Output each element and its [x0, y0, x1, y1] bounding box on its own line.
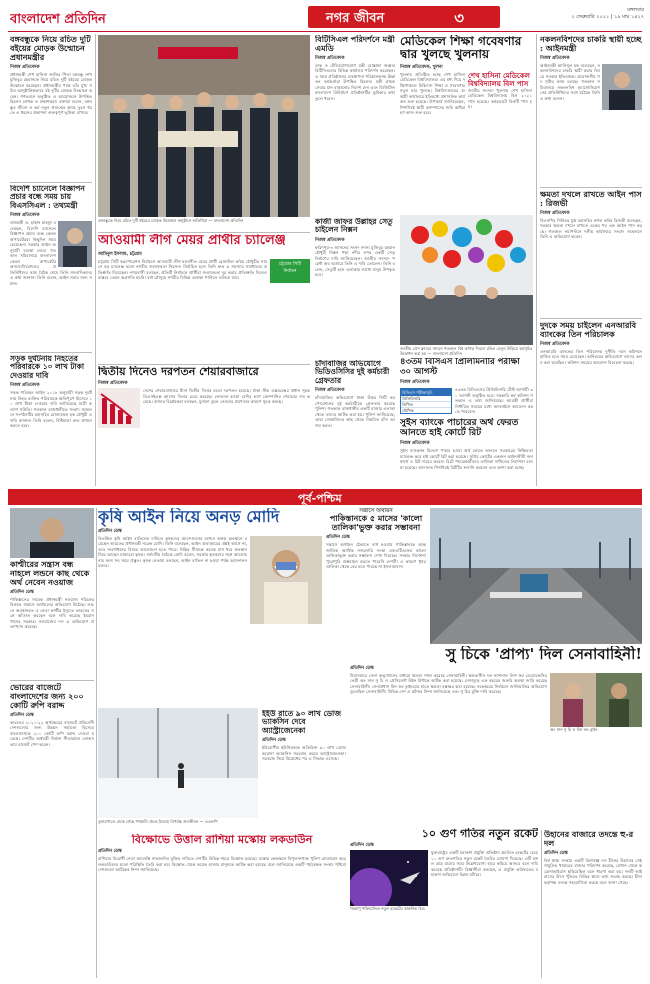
section-banner [308, 6, 500, 28]
issue-day: মঙ্গলবার [627, 7, 644, 13]
article-swiss-bank[interactable] [400, 418, 533, 484]
divider [98, 364, 310, 365]
photo-caption: জাতীয় প্রেস ক্লাবের সামনে গতকাল বিশ্ব কাপড় দিবসে রঙিন বেলুন উড়িয়ে কর্মসূচির উদ্বোধন করা হয় — বাংলাদেশ প্রতিদিন [400, 346, 533, 356]
byline: প্রতিদিন ডেস্ক [10, 589, 34, 595]
byline: নিজস্ব প্রতিবেদক [540, 210, 570, 216]
headline: ভোরের বাজেটে বাংলাদেশের জন্য ২০০ কোটি রুপি বরাদ্দ [10, 683, 84, 710]
minister-portrait [58, 221, 92, 267]
barricade-photo[interactable] [430, 508, 642, 644]
headline: আওয়ামী লীগ মেয়র প্রার্থীর চ্যালেঞ্জ [98, 234, 286, 248]
modi-photo [250, 536, 322, 624]
divider [98, 232, 310, 233]
byline: প্রতিদিন ডেস্ক [262, 738, 286, 744]
article-copyists[interactable] [540, 35, 642, 185]
election-badge: চট্টগ্রাম সিটি নির্বাচন [270, 259, 310, 283]
byline: নিজস্ব প্রতিবেদক [10, 383, 40, 389]
article-wuhan[interactable] [544, 830, 642, 978]
article-body: ডাক ও টেলিযোগাযোগ মন্ত্রী মোস্তাফা জব্বার বিটিসিএলের বিভিন্ন কার্যালয় পরিদর্শন করেছেন। এ সময় প্রতিষ্ঠানের ব্যবস্থাপনা পরিচালকসহ ঊর্ধ্বতন কর্মকর্তারা উপস্থিত ছিলেন। মন্ত্রী গ্রাহক সেবার মান বাড়ানোর নির্দেশ দেন এবং ডিজিটাল বাংলাদেশ বিনির্মাণে প্রতিষ্ঠানটির ভূমিকার কথা তুলে ধরেন। [315, 62, 395, 101]
article-foreign-channel[interactable] [10, 185, 92, 350]
byline: নিজস্ব প্রতিবেদক [315, 388, 345, 394]
article-body: আইনমন্ত্রী আনিসুল হক বলেছেন, নকলনবিশদের চাকরি স্থায়ী করার বিষয়ে সরকার ইতিবাচক। প্রয়োজনীয় পদ সৃষ্টির কাজ চলছে। গতকাল সচিবালয়ে নকলনবিশ অ্যাসোসিয়েশনের প্রতিনিধিদের সঙ্গে বৈঠকে তিনি এ কথা বলেন। [540, 62, 600, 101]
article-body: দেশের শেয়ারবাজারে টানা দ্বিতীয় দিনের মতো দরপতন হয়েছে। ঢাকা স্টক এক্সচেঞ্জের প্রধান সূচক ডিএসইএক্স আগের দিনের চেয়ে কমেছে। লেনদেন হওয়া বেশির ভাগ কোম্পানির শেয়ারের দাম কমেছে। বাজার বিশ্লেষকরা বলছেন, মুনাফা তুলে নেওয়ার প্রবণতার কারণে সূচক কমছে। [143, 388, 310, 405]
byline: প্রতিদিন ডেস্ক [98, 528, 122, 534]
article-body: তথ্যমন্ত্রী ড. হাছান মাহমুদ বলেছেন, বিদেশি চ্যানেলে বিজ্ঞাপন প্রচার বন্ধে কেবল অপারেটররা কিছুদিন সময় চেয়েছেন। সরকার আইন অনুযায়ী ব্যবস্থা নেবে। গতকাল সচিবালয়ে বাংলাদেশ কেবল অপারেটর অ্যাসোসিয়েশনের প্রতিনিধিদের সঙ্গে বৈঠক শেষে তিনি সাংবাদিকদের এ কথা জানান। তিনি বলেন, আইন সবার জন্য সমান। [10, 220, 92, 286]
page-number: ৩ [454, 9, 464, 27]
article-russia[interactable] [98, 834, 346, 978]
article-vaccine[interactable] [262, 710, 346, 845]
article-body: খুলনায় প্রতিষ্ঠিত হচ্ছে শেখ হাসিনা মেডিকেল বিশ্ববিদ্যালয়। এর মধ্য দিয়ে দক্ষিণাঞ্চলে চিকিৎসা শিক্ষা ও গবেষণার নতুন দ্বার খুলছে। বিশ্ববিদ্যালয়ের অস্থায়ী কার্যালয়ে ইতিমধ্যে প্রশাসনিক কার্যক্রম শুরু হয়েছে। উপাচার্য জানিয়েছেন, শিগগিরই স্থায়ী ক্যাম্পাসের জমি অধিগ্রহণ কাজ শুরু হবে। [400, 71, 465, 116]
masthead-logo[interactable]: বাংলাদেশ প্রতিদিন [10, 12, 106, 26]
byline: নিজস্ব প্রতিবেদক, খুলনা [400, 64, 443, 70]
article-body: চট্টগ্রাম সিটি করপোরেশন নির্বাচনে আওয়ামী লীগ মনোনীত মেয়র প্রার্থী রেজাউল করিম চৌধুরীর সামনে বড় চ্যালেঞ্জ হলো নগরীর জলাবদ্ধতা নিরসন। নির্বাচিত হলে তিনি দ্রুত এ সমস্যার সমাধানের প্রতিশ্রুতি দিয়েছেন। নগরবাসী বলছেন, প্রতিটি নির্বাচনে প্রার্থীরা জলাবদ্ধতা দূর করার প্রতিশ্রুতি দিলেও বাস্তবে তেমন অগ্রগতি হয়নি। বর্ষা মৌসুমে নগরীর বিভিন্ন এলাকা পানিতে তলিয়ে যায়। [98, 258, 267, 281]
headline: কাশ্মীরের সন্ত্রাস বন্ধ নাহলে লন্ডনে কাছ থেকে অর্থ নেবেন নওয়াজ [10, 559, 90, 587]
article-body: বিএনপির সিনিয়র যুগ্ম মহাসচিব রুহুল কবির রিজভী বলেছেন, সরকার ক্ষমতা দখলে রাখতে একের পর এক আইন পাস করছে। গতকাল নয়াপল্টনে দলীয় কার্যালয়ে সংবাদ সম্মেলনে তিনি এ অভিযোগ করেন। [540, 217, 642, 240]
photo-caption: তুষারপাতে ঢেকে গেছে পথঘাট। প্রচণ্ড ঠান্ডায় বিপর্যস্ত জনজীবন — এএফপি [98, 819, 218, 824]
photo-caption: পরমাণু শক্তিচালিত নতুন রকেটের কাল্পনিক চিত্র [350, 906, 425, 912]
divider [10, 352, 92, 353]
section-band [8, 489, 642, 505]
headline: ১০ গুণ গতির নতুন রকেট [421, 828, 538, 840]
byline: নিজস্ব প্রতিবেদক [540, 341, 570, 347]
byline: নিজস্ব প্রতিবেদক [315, 237, 345, 243]
byline: প্রতিদিন ডেস্ক [350, 843, 374, 849]
headline: সু চিকে 'প্রাপ্য' দিল সেনাবাহিনী! [445, 646, 642, 663]
kicker: সন্ত্রাসে অর্থায়ন [359, 508, 393, 514]
column-divider [96, 508, 97, 978]
article-extortion[interactable] [315, 360, 395, 486]
divider [10, 182, 92, 183]
byline: নিজস্ব প্রতিবেদক [10, 64, 40, 70]
article-body: ইউরোপীয় ইউনিয়নকে অতিরিক্ত ৯০ লাখ ডোজ করোনা ভ্যাকসিন সরবরাহ করবে অ্যাস্ট্রাজেনেকা। সরবরাহ নিয়ে বিরোধের পর এ সিদ্ধান্ত এসেছে। [262, 745, 346, 762]
article-road-accident[interactable] [10, 355, 92, 485]
byline: প্রতিদিন ডেস্ক [98, 849, 122, 855]
rocket-photo [350, 850, 428, 906]
article-rizvi[interactable] [540, 190, 642, 315]
article-body: ভারতের ২০২১-২২ অর্থবছরের বাজেটে প্রতিবেশী দেশগুলোর জন্য উন্নয়ন সহায়তা হিসেবে বাংলাদেশকে ২০০ কোটি রুপি বরাদ্দ দেওয়া হয়েছে। দেশটির অর্থমন্ত্রী নির্মলা সীতারামন লোকসভায় বাজেট পেশ করেন। [10, 719, 94, 747]
headline: চাঁদাবাজির অভিযোগে ভিডিওসিসির দুই কর্মচারী গ্রেফতার [315, 360, 390, 385]
article-mayor[interactable] [98, 234, 310, 362]
suu-kyi-photo [550, 673, 642, 727]
article-body: সন্ত্রাসে অর্থায়ন ঠেকাতে ব্যর্থ হওয়ায় পাকিস্তানকে আন্তর্জাতিক আর্থিক নজরদারি সংস্থা এফএটিএফের কালো তালিকাভুক্ত করার সম্ভাবনা দেখা দিয়েছে। সংস্থার নির্দেশনা পুরোপুরি বাস্তবায়ন করতে পারেনি দেশটি। এ কারণে ধূসর তালিকা থেকে বের হতে পারছে না ইসলামাবাদ। [326, 542, 426, 570]
article-nrb-bank[interactable] [540, 321, 642, 485]
byline: নিজস্ব প্রতিবেদক [98, 381, 128, 387]
issue-date: ২ ফেব্রুয়ারি ২০২১ | ১৯ মাঘ ১৪২৭ [571, 14, 644, 20]
article-body: এনআরবি ব্যাংকের তিন পরিচালক দুর্নীতি দমন কমিশনে হাজির হতে সময় চেয়েছেন। অনিয়মের অভিযোগে তাদের তলব করা হয়েছিল। কমিশন সময়ের আবেদন বিবেচনা করছে। [540, 348, 642, 365]
market-decline-graphic [98, 388, 140, 428]
headline: মেডিকেল শিক্ষা গবেষণার দ্বার খুলছে খুলনায় [400, 35, 522, 62]
article-stock-market[interactable] [98, 366, 310, 486]
article-body: ৪৩তম বিসিএসের প্রিলিমিনারি টেস্ট আগামী ৩০ আগস্ট অনুষ্ঠিত হবে। সরকারি কর্ম কমিশন গতকাল এ তথ্য জানিয়েছে। আগ্রহী প্রার্থীরা নির্ধারিত সময়ের মধ্যে অনলাইনে আবেদন করতে পারবেন। [455, 387, 533, 415]
article-body: পাকিস্তানের সাবেক প্রধানমন্ত্রী নওয়াজ শরিফের বিরুদ্ধে সন্ত্রাসে অর্থায়নের অভিযোগ উঠেছে। লন্ডনে অবস্থানরত এ নেতা কাশ্মীর ইস্যুতে ভারতের সঙ্গে আঁতাত করছেন বলে দাবি করেছে ইমরান খানের সরকার। নওয়াজের দল এ অভিযোগ প্রত্যাখ্যান করেছে। [10, 596, 94, 630]
byline: প্রতিদিন ডেস্ক [326, 535, 350, 541]
headline: দুদকে সময় চাইলেন এনআরবি ব্যাংকের তিন পরিচালক [540, 321, 637, 339]
band-title: পূর্ব-পশ্চিম [298, 492, 342, 505]
article-pakistan[interactable] [326, 508, 426, 668]
divider [10, 680, 94, 681]
headline: ইইউ রাতে ৯০ লাখ ডোজ ভ্যাকসিন দেবে অ্যাস্ট্রাজেনেকা [262, 710, 341, 735]
article-body: চাঁদাবাজির অভিযোগে ঢাকা উত্তর সিটি করপোরেশনের দুই কর্মচারীকে গ্রেফতার করেছে পুলিশ। গতকাল রাজধানীর একটি বাজার এলাকা থেকে তাদের আটক করা হয়। পুলিশ জানিয়েছে, তারা দোকানিদের কাছ থেকে নিয়মিত চাঁদা আদায় করত। [315, 395, 395, 428]
article-body: প্রধানমন্ত্রী শেখ হাসিনা জাতির পিতা বঙ্গবন্ধু শেখ মুজিবুর রহমানকে নিয়ে রচিত দুটি বইয়ের মোড়ক উন্মোচন করেছেন। প্রধানমন্ত্রীর পক্ষে তাঁর মুখ্য সচিব আনুষ্ঠানিকভাবে বই দুটির মোড়ক উন্মোচন করেন। গণভবনে অনুষ্ঠিত এ আয়োজনে উপস্থিত ছিলেন লেখক ও প্রকাশকরা। বক্তারা বলেন, বঙ্গবন্ধুর জীবন ও কর্ম নতুন প্রজন্মের কাছে তুলে ধরতে এ ধরনের প্রকাশনা গুরুত্বপূর্ণ ভূমিকা রাখবে। [10, 71, 92, 116]
snowfall-photo[interactable] [98, 708, 258, 818]
headline: সুইস ব্যাংকে পাচারের অর্থ ফেরত আনতে হাই কোর্টে রিট [400, 418, 519, 439]
law-minister-portrait [602, 64, 642, 110]
article-body: সড়ক পরিবহন আইন ২০১৮ অনুযায়ী সড়ক দুর্ঘটনায় নিহত ব্যক্তির পরিবারকে ক্ষতিপূরণ হিসেবে ১০ লাখ টাকা দেওয়ার দাবি জানিয়েছে যাত্রী কল্যাণ সমিতি। গতকাল রাজধানীতে সংবাদ সম্মেলনে সংগঠনটির মহাসচিব মোজাম্মেল হক চৌধুরী এ দাবি জানান। তিনি বলেন, বিধিমালা দ্রুত প্রণয়ন করতে হবে। [10, 390, 92, 429]
headline: সড়ক দুর্ঘটনায় নিহতের পরিবারকে ১০ লাখ টাকা দেওয়ার দাবি [10, 355, 85, 380]
byline: প্রতিদিন ডেস্ক [350, 665, 374, 671]
balloon-photo[interactable] [400, 215, 533, 345]
byline: নিজস্ব প্রতিবেদক [315, 55, 345, 61]
article-body: বিতর্কিত কৃষি আইন বাতিলের দাবিতে কৃষকদের আন্দোলনের মধ্যেও অনড় অবস্থানে রয়েছেন ভারতের প্রধানমন্ত্রী নরেন্দ্র মোদি। তিনি বলেছেন, আইন প্রত্যাহারের প্রশ্নই আসে না, তবে সংশোধনের বিষয়ে আলোচনা হতে পারে। দিল্লির সীমান্তে কয়েক মাস ধরে অবস্থান নিয়ে আছেন হাজারো কৃষক। সর্বদলীয় বৈঠকে মোদি বলেন, সরকার কৃষকদের সঙ্গে আলোচনার জন্য সব সময় প্রস্তুত। কৃষক নেতারা বলছেন, আইন বাতিল না হওয়া পর্যন্ত আন্দোলন চলবে। [98, 535, 247, 569]
article-body: যুক্তরাষ্ট্রের একটি মহাকাশ প্রযুক্তি প্রতিষ্ঠান প্রচলিত রকেটের চেয়ে ১০ গুণ দ্রুতগতির নতুন রকেট তৈরির ঘোষণা দিয়েছে। এটি মঙ্গল গ্রহে যাত্রার সময় উল্লেখযোগ্য হারে কমিয়ে আনবে বলে দাবি করেছে প্রতিষ্ঠানটি। বিজ্ঞানীরা বলছেন, এ প্রযুক্তি ভবিষ্যতের মহাকাশ অভিযানে বিপ্লব ঘটাবে। [431, 850, 538, 878]
headline: বিক্ষোভে উত্তাল রাশিয়া মস্কোয় লকডাউন [131, 834, 313, 846]
photo-caption: বঙ্গবন্ধুকে নিয়ে রচিত দুটি বইয়ের মোড়ক উন্মোচন অনুষ্ঠানে অতিথিরা — বাংলাদেশ প্রতিদিন [98, 218, 244, 223]
masthead-rule [8, 31, 642, 32]
article-medical[interactable] [400, 35, 532, 213]
column-divider [95, 34, 96, 486]
article-body: বিশ্ব স্বাস্থ্য সংস্থার একটি বিশেষজ্ঞ দল চীনের উহানের সেই সামুদ্রিক খাবারের বাজার পরিদর্শন করেছে, যেখান থেকে করোনাভাইরাস ছড়িয়েছিল বলে ধারণা করা হয়। দলটি ভাইরাসের উৎস খুঁজতে বিভিন্ন স্থানে তথ্য সংগ্রহ করছে। চীনা কর্তৃপক্ষ তদন্তে সহযোগিতা করছে বলে জানা গেছে। [544, 857, 642, 885]
divider [540, 318, 642, 319]
article-suu-kyi[interactable] [350, 646, 642, 826]
headline: বিদেশি চ্যানেলে বিজ্ঞাপন প্রচার বন্ধে সময় চায় বিএসসিএল : তথ্যমন্ত্রী [10, 185, 85, 210]
divider [540, 187, 642, 188]
article-body: ফরিদপুর-৪ আসনের সংসদ সদস্য মুজিবুর রহমান চৌধুরী নিক্সন পদ্মা নদীর ওপর একটি সেতু নির্মাণের দাবি জানিয়েছেন। জাতীয় সংসদে পয়েন্ট অব অর্ডারে তিনি এ দাবি তোলেন। তিনি বলেন, সেতুটি হলে এলাকার লাখো মানুষ উপকৃত হবে। [315, 244, 395, 278]
subhead-body: জাতীয় সংসদে খুলনায় শেখ হাসিনা মেডিকেল বিশ্ববিদ্যালয় বিল ২০২১ পাস হয়েছে। কণ্ঠভোটে বিলটি পাস হয়। [468, 87, 532, 110]
photo-caption: অং সান সু চি ও মিন অং হ্লাইং [550, 726, 598, 732]
byline: নিজস্ব প্রতিবেদক [400, 380, 430, 386]
headline: বিটিসিএল পরিদর্শনে মন্ত্রী এমডি [315, 35, 395, 53]
article-body: সুইস ব্যাংকসহ বিদেশে পাচার হওয়া অর্থ ফেরত আনতে সরকারের নিষ্ক্রিয়তা চ্যালেঞ্জ করে হাই কোর্টে রিট করা হয়েছে। সুপ্রিম কোর্টের একজন আইনজীবী জনস্বার্থে এ রিট দায়ের করেন। রিটে পাচারকারীদের তালিকা দাখিলের নির্দেশনা চাওয়া হয়েছে। আদালত শিগগিরই রিটটির শুনানি করবেন বলে আশা করা হচ্ছে। [400, 448, 533, 470]
exam-schedule-table: বিসিএস পরীক্ষাসূচি প্রিলিমিনারি লিখিত মৌখিক [400, 388, 452, 414]
headline: কাজী জাফর উল্লাহর সেতু চাইলেন নিক্সন [315, 218, 393, 235]
byline: নিজস্ব প্রতিবেদক [400, 441, 430, 447]
article-nawaz[interactable] [10, 508, 94, 678]
article-btcl[interactable] [315, 35, 395, 215]
article-rocket[interactable] [350, 828, 538, 978]
article-bridge[interactable] [315, 218, 395, 358]
headline: পাকিস্তানকে ৫ মাসের 'কালো তালিকা'ভুক্ত করার সম্ভাবনা [329, 513, 423, 533]
section-title: নগর জীবন [326, 11, 385, 26]
byline: নিজস্ব প্রতিবেদক [10, 213, 40, 219]
article-modi[interactable] [98, 508, 322, 713]
byline: প্রতিদিন ডেস্ক [10, 712, 34, 718]
headline: বঙ্গবন্ধুকে নিয়ে রচিত দুটি বইয়ের মোড়ক উন্মোচন প্রধানমন্ত্রীর [10, 35, 91, 62]
byline: প্রতিদিন ডেস্ক [544, 850, 568, 856]
headline: নকলনবিশদের চাকরি স্থায়ী হচ্ছে : আইনমন্ত্রী [540, 35, 642, 53]
subhead: শেখ হাসিনা মেডিকেল বিশ্ববিদ্যালয় বিল পাস [468, 70, 530, 88]
article-india-budget[interactable] [10, 683, 94, 978]
headline: উহানের বাজারে তদন্তে হু-র দল [544, 830, 634, 848]
headline: কৃষি আইন নিয়ে অনড় মোদি [98, 508, 280, 526]
byline: নিজস্ব প্রতিবেদক [540, 55, 570, 61]
headline: ক্ষমতা দখলে রাখতে আইন পাস : রিজভী [540, 190, 642, 208]
dateline [520, 7, 644, 29]
article-body: মিয়ানমারে সেনা অভ্যুত্থানের মাধ্যমে ক্ষমতা দখল করেছে সেনাবাহিনী। ক্ষমতাসীন দল ন্যাশনাল লিগ ফর ডেমোক্রেসির নেত্রী অং সান সু চি ও প্রেসিডেন্ট উইন মিন্টকে আটক করা হয়েছে। দেশজুড়ে এক বছরের জরুরি অবস্থা জারি করেছে সেনাবাহিনী। সেনাপ্রধান মিন অং হ্লাইংয়ের হাতে ক্ষমতা হস্তান্তর করা হয়েছে। নভেম্বরের নির্বাচনে জালিয়াতির অভিযোগ তুলেছিল সেনাবাহিনী। বিভিন্ন দেশ এ ঘটনার নিন্দা জানিয়েছে এবং সু চির মুক্তি দাবি করেছে। [350, 672, 547, 695]
article-body: রাশিয়ার বিরোধী নেতা আলেক্সি নাভালনির মুক্তির দাবিতে দেশটির বিভিন্ন শহরে বিক্ষোভ হয়েছে। মস্কোর কেন্দ্রস্থলে বিপুলসংখ্যক পুলিশ মোতায়েন করে লকডাউনের মতো পরিস্থিতি তৈরি করা হয়। বিক্ষোভ থেকে কয়েক হাজার মানুষকে আটক করা হয়েছে বলে জানিয়েছে একটি পর্যবেক্ষক সংস্থা। পশ্চিমা দেশগুলো আটকের নিন্দা জানিয়েছে। [98, 856, 346, 873]
byline: আমিনুল ইসলাম, চট্টগ্রাম [98, 251, 142, 257]
column-divider [536, 34, 537, 486]
headline: দ্বিতীয় দিনেও দরপতন শেয়ারবাজারে [98, 366, 259, 378]
nawaz-portrait [10, 508, 94, 558]
article-book-cover[interactable] [10, 35, 92, 180]
column-divider [541, 830, 542, 978]
book-launch-photo[interactable] [98, 35, 310, 217]
headline: ৪৩তম বিসিএস প্রিলিমিনারি পরীক্ষা ৩০ আগস্ট [400, 358, 520, 377]
